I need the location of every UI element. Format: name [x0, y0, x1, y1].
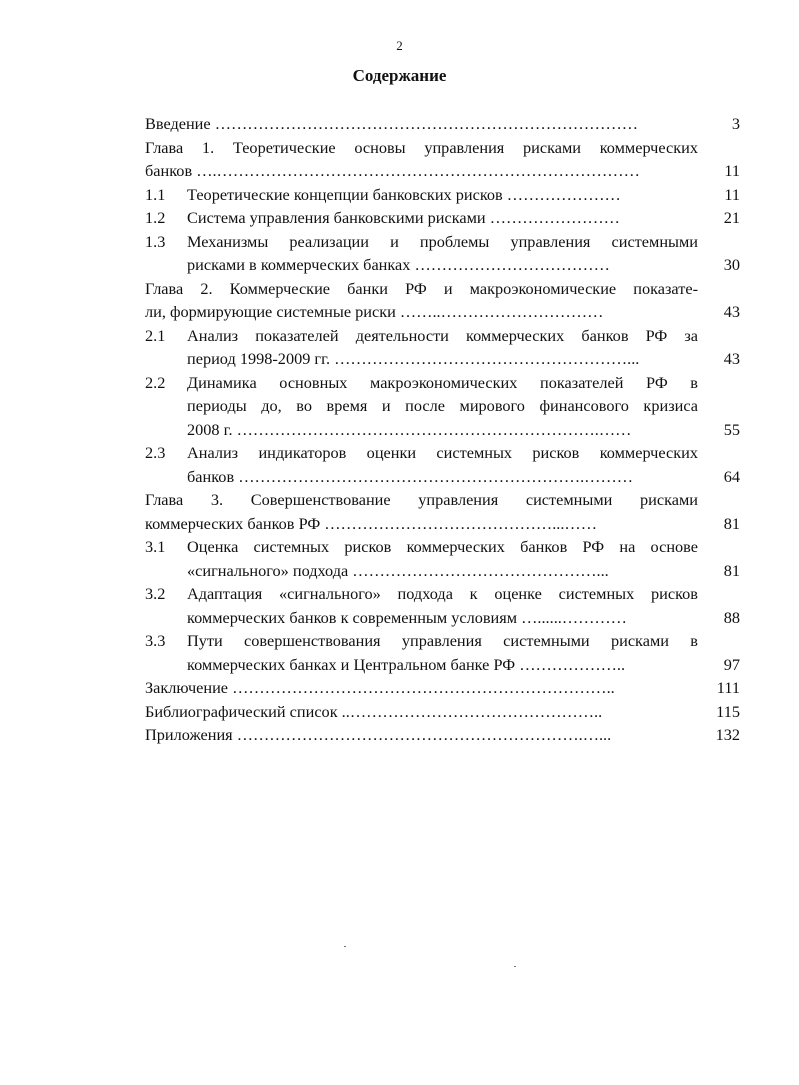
toc-entry	[145, 535, 740, 582]
toc-entry-page: 115	[716, 701, 740, 721]
toc-entry-line: Приложения ……………………………………………………….…...	[145, 725, 612, 744]
toc-entry-page: 132	[715, 725, 740, 744]
toc-entry	[145, 206, 740, 230]
toc-entry-page: 43	[723, 349, 740, 368]
page-number: 2	[396, 38, 403, 53]
toc-entry	[145, 230, 740, 277]
toc-entry-line: банков ……………………………………………………….………	[187, 466, 634, 486]
toc-entry-line: коммерческих банков РФ ……………………………………...……	[145, 513, 597, 533]
toc-entry-page: 11	[724, 161, 740, 180]
toc-entry-page: 3	[731, 114, 740, 133]
toc-entry-line: ли, формирующие системные риски ……..…………………………	[145, 302, 604, 321]
toc-entry-title	[145, 700, 698, 724]
toc-entry-number: 3.2	[145, 584, 166, 603]
toc-entry	[145, 629, 740, 676]
toc-entry-title	[187, 535, 698, 582]
toc-entry-line: Введение ……………………………………………………………………	[145, 114, 639, 133]
toc-entry	[145, 183, 740, 207]
toc-entry-line: Глава 1. Теоретические основы управления рисками коммерческих	[145, 137, 698, 157]
toc-entry-title	[145, 723, 698, 747]
toc-entry-number: 3.1	[145, 537, 166, 556]
toc-entry	[145, 136, 740, 183]
toc-entry-line: Оценка системных рисков коммерческих банков РФ на основе	[187, 537, 698, 556]
toc-entry-title	[187, 183, 698, 207]
toc-entry-title	[145, 488, 698, 535]
toc-entry-line: Анализ показателей деятельности коммерческих банков РФ за	[187, 325, 698, 345]
scan-speck	[344, 946, 346, 947]
page-title: Содержание	[352, 66, 447, 85]
toc-entry-page: 88	[723, 607, 740, 627]
toc-entry-page: 81	[723, 513, 740, 533]
toc-entry-line: Система управления банковскими рисками ……………………	[187, 208, 620, 227]
toc-entry	[145, 582, 740, 629]
toc-entry-title	[145, 676, 698, 700]
toc-entry-number: 3.3	[145, 631, 166, 650]
toc-entry	[145, 723, 740, 747]
toc-entry	[145, 676, 740, 700]
toc-entry	[145, 371, 740, 442]
toc-entry	[145, 112, 740, 136]
toc-entry-line: Библиографический список ..………………………………………..	[145, 701, 603, 721]
toc-entry-page: 111	[716, 678, 740, 697]
toc-entry-line: Теоретические концепции банковских рисков …………………	[187, 184, 621, 204]
toc-entry-page: 43	[723, 302, 740, 321]
toc-entry-title	[145, 136, 698, 183]
toc-entry-title	[187, 371, 698, 442]
toc-entry-line: банков ….……………………………………………………………………	[145, 161, 640, 180]
toc-entry-number: 1.2	[145, 208, 166, 227]
toc-entry-line: рисками в коммерческих банках ………………………………	[187, 255, 610, 274]
toc-entry-title	[187, 206, 698, 230]
toc-entry-line: коммерческих банков к современным условиям …......…………	[187, 607, 627, 627]
toc-entry-line: Механизмы реализации и проблемы управления системными	[187, 231, 698, 251]
toc-entry-title	[187, 441, 698, 488]
toc-entry-page: 97	[723, 654, 740, 674]
toc-entry-page: 21	[723, 208, 740, 227]
toc-entry-title	[145, 112, 698, 136]
toc-entry-number: 2.1	[145, 325, 166, 345]
toc-entry-page: 55	[723, 419, 740, 439]
toc-entry-title	[187, 582, 698, 629]
table-of-contents	[145, 112, 740, 747]
toc-entry	[145, 277, 740, 324]
toc-entry-page: 11	[724, 184, 740, 204]
toc-entry-line: периоды до, во время и после мирового финансового кризиса	[187, 396, 698, 415]
toc-entry	[145, 700, 740, 724]
toc-entry-title	[187, 230, 698, 277]
toc-entry-line: Глава 2. Коммерческие банки РФ и макроэкономические показате-	[145, 278, 698, 298]
toc-entry-number: 2.2	[145, 372, 166, 392]
toc-entry-line: Анализ индикаторов оценки системных рисков коммерческих	[187, 443, 698, 462]
toc-entry	[145, 324, 740, 371]
toc-entry-line: Глава 3. Совершенствование управления системными рисками	[145, 490, 698, 509]
toc-entry-line: коммерческих банках и Центральном банке РФ ………………..	[187, 654, 626, 674]
toc-entry-title	[187, 324, 698, 371]
toc-entry-page: 81	[723, 560, 740, 580]
toc-entry-line: Пути совершенствования управления системными рисками в	[187, 631, 698, 650]
toc-entry-title	[187, 629, 698, 676]
toc-entry-line: Динамика основных макроэкономических показателей РФ в	[187, 372, 698, 392]
toc-entry-page: 64	[723, 466, 740, 486]
toc-entry-number: 1.1	[145, 184, 166, 204]
toc-entry-number: 1.3	[145, 231, 166, 251]
toc-entry-line: «сигнального» подхода ………………………………………...	[187, 560, 609, 580]
toc-entry-line: период 1998-2009 гг. ………………………………………………...	[187, 349, 640, 368]
toc-entry-title	[145, 277, 698, 324]
toc-entry	[145, 441, 740, 488]
toc-entry-line: 2008 г. ………………………………………………………….……	[187, 419, 632, 439]
toc-entry-line: Адаптация «сигнального» подхода к оценке системных рисков	[187, 584, 698, 603]
scan-speck	[514, 966, 516, 967]
toc-entry-line: Заключение ……………………………………………………………..	[145, 678, 615, 697]
toc-entry-number: 2.3	[145, 443, 166, 462]
toc-entry	[145, 488, 740, 535]
toc-entry-page: 30	[723, 255, 740, 274]
